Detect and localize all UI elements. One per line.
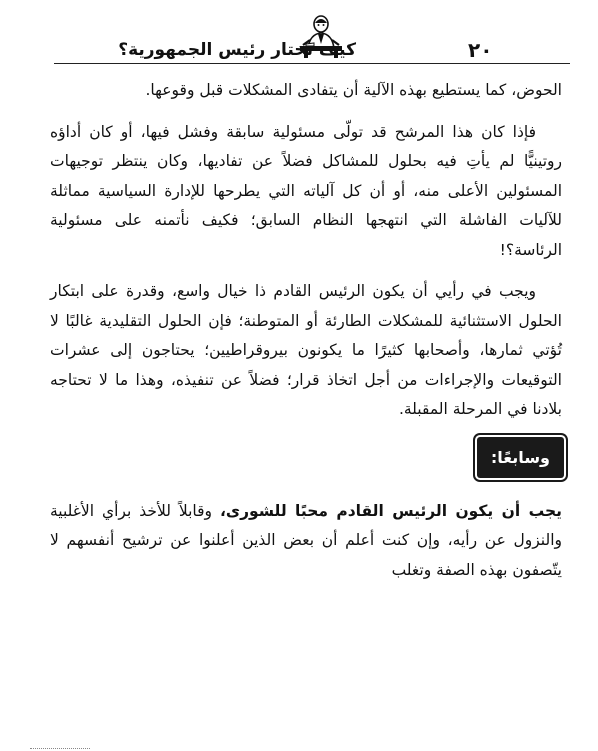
- page-number: ٢٠: [468, 38, 493, 62]
- page-body: [50, 76, 562, 585]
- page-header: [54, 14, 570, 66]
- running-head-title: كيف تختار رئيس الجمهورية؟: [118, 40, 356, 60]
- section-badge: وسابعًا:: [477, 437, 564, 479]
- paragraph-4-text: وقابلاً للأخذ برأي الأغلبية والنزول عن رأيه، وإن كنت أعلم أن بعض الذين أعلنوا عن ترشيح أنفسهم لا يتّصفون بهذه الصفة وتغلب: [50, 501, 562, 579]
- paragraph-4: [50, 497, 562, 586]
- paragraph-3: ويجب في رأيي أن يكون الرئيس القادم ذا خيال واسع، وقدرة على ابتكار الحلول الاستثنائية للمشكلات الطارئة أو المتوطنة؛ فإن الحلول التقليدية غالبًا لا تُؤتي ثمارها، وأصحابها كثيرًا ما يكونون بيروقراطيين؛ يحتاجون إلى عشرات التوقيعات والإجراءات من أجل اتخاذ قرار؛ فضلاً عن تنفيذه، وهذا ما لا تحتاجه بلادنا في المرحلة المقبلة.: [50, 282, 562, 418]
- section-badge-row: [50, 437, 562, 487]
- paragraph-4-lead: يجب أن يكون الرئيس القادم محبًا للشورى،: [219, 501, 562, 520]
- header-rule: [54, 63, 570, 64]
- paragraph-1: الحوض، كما يستطيع بهذه الآلية أن يتفادى المشكلات قبل وقوعها.: [145, 81, 562, 99]
- footer-rule: [30, 748, 90, 749]
- paragraph-2: فإذا كان هذا المرشح قد تولّى مسئولية سابقة وفشل فيها، أو كان أداؤه روتينيًّا لم يأتِ فيه بحلول للمشاكل فضلاً عن تفاديها، وكان ينتظر توجيهات المسئولين الأعلى منه، أو أن كل آلياته التي يطرحها للإدارة السياسية مماثلة للآليات الفاشلة التي انتهجها النظام السابق؛ فكيف نأتمنه على مسئولية الرئاسة؟!: [50, 122, 562, 259]
